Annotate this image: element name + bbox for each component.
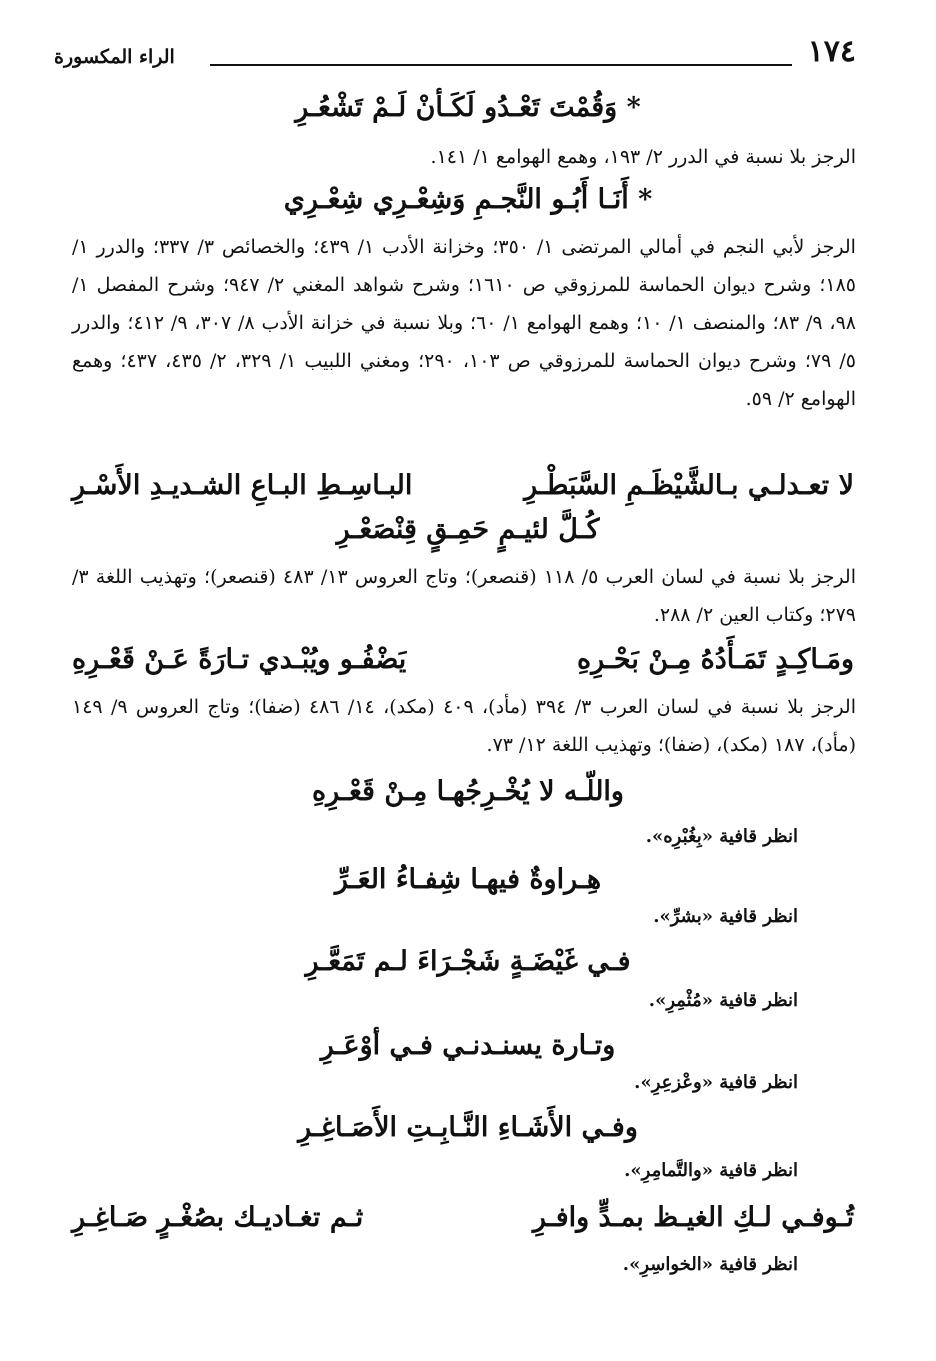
citation-note: الرجز لأبي النجم في أمالي المرتضى ١/ ٣٥٠؛ وخزانة الأدب ١/ ٤٣٩؛ والخصائص ٣/ ٣٣٧؛ والدرر ١/ ١٨٥؛ وشرح ديوان الحماسة للمرزوقي ص ١٦١٠؛ وشرح شواهد المغني ٢/ ٩٤٧؛ وشرح المفصل ١/ ٩٨، ٩/ ٨٣؛ والمنصف ١/ ١٠؛ وهمع الهوامع ١/ ٦٠؛ وبلا نسبة في خزانة الأدب ٨/ ٣٠٧، ٩/ ٤١٢؛ والدرر ٥/ ٧٩؛ وشرح ديوان الحماسة للمرزوقي ص ١٠٣، ٢٩٠؛ ومغني اللبيب ١/ ٣٢٩، ٢/ ٤٣٥، ٤٣٧؛ وهمع الهوامع ٢/ ٥٩. (72, 236, 857, 410)
cross-reference: انظر قافية «بِغُبْرِه». (645, 826, 798, 847)
header-rule (210, 64, 792, 66)
citation-note: الرجز بلا نسبة في لسان العرب ٥/ ١١٨ (قنصعر)؛ وتاج العروس ١٣/ ٤٨٣ (قنصعر)؛ وتهذيب اللغة ٣/ ٢٧٩؛ وكتاب العين ٢/ ٢٨٨. (72, 566, 856, 626)
verse-hemistich-right: ومَـاكِـدٍ تَمَـأَدُهُ مِـنْ بَحْـرِهِ (576, 644, 854, 675)
verse-line: وفـي الأَشَـاءِ النَّـابِـتِ الأَصَـاغِـرِ (298, 1112, 638, 1143)
verse-line: كُـلَّ لئيـمٍ حَمِـقٍ قِنْصَعْـرِ (336, 514, 600, 545)
verse-hemistich-right: تُـوفـي لـكِ الغيـظ بمـدٍّ وافـرِ (532, 1202, 854, 1233)
verse-line: واللّـه لا يُخْـرِجُهـا مِـنْ قَعْـرِهِ (312, 776, 624, 807)
verse-hemistich-right: لا تعـدلـي بـالشَّيْظَـمِ السَّبَطْـرِ (524, 470, 854, 501)
verse-line: هِـراوةٌ فيهـا شِفـاءُ العَـرِّ (334, 864, 602, 895)
cross-reference: انظر قافية «والتَّمامِرِ». (624, 1160, 798, 1181)
citation-note: الرجز بلا نسبة في الدرر ٢/ ١٩٣، وهمع الهوامع ١/ ١٤١. (430, 146, 856, 168)
section-title: الراء المكسورة (54, 46, 175, 68)
verse-hemistich-left: ثـم تغـاديـك بصُغْـرٍ صَـاغِـرِ (72, 1202, 364, 1233)
cross-reference: انظر قافية «وعْزعِرِ». (634, 1072, 798, 1093)
verse-line: وتـارة يسنـدنـي فـي أوْعَـرِ (320, 1030, 616, 1061)
page-number: ١٧٤ (807, 34, 856, 69)
cross-reference: انظر قافية «بشرِّ». (653, 906, 798, 927)
verse-line: * أَنَـا أَبُـو النَّجـمِ وَشِعْـرِي شِعْـرِي (283, 184, 653, 215)
verse-hemistich-left: البـاسِـطِ البـاعِ الشـديـدِ الأَسْـرِ (72, 470, 413, 501)
page-header (48, 30, 856, 76)
cross-reference: انظر قافية «مُثْمِرِ». (648, 990, 798, 1011)
verse-line: فـي غَيْضَـةٍ شَجْـرَاءَ لـم تَمَعَّـرِ (305, 946, 631, 977)
verse-line: * وَقُمْتَ تَعْـدُو لَكَـأنْ لَـمْ تَشْعُـرِ (295, 92, 641, 123)
cross-reference: انظر قافية «الخواسِرِ». (622, 1254, 798, 1275)
verse-hemistich-left: يَضْفُـو ويُبْـدي تـارَةً عَـنْ قَعْـرِهِ (72, 644, 407, 675)
citation-note: الرجز بلا نسبة في لسان العرب ٣/ ٣٩٤ (مأد)، ٤٠٩ (مكد)، ١٤/ ٤٨٦ (ضفا)؛ وتاج العروس ٩/ ١٤٩ (مأد)، ١٨٧ (مكد)، (ضفا)؛ وتهذيب اللغة ١٢/ ٧٣. (72, 696, 856, 756)
